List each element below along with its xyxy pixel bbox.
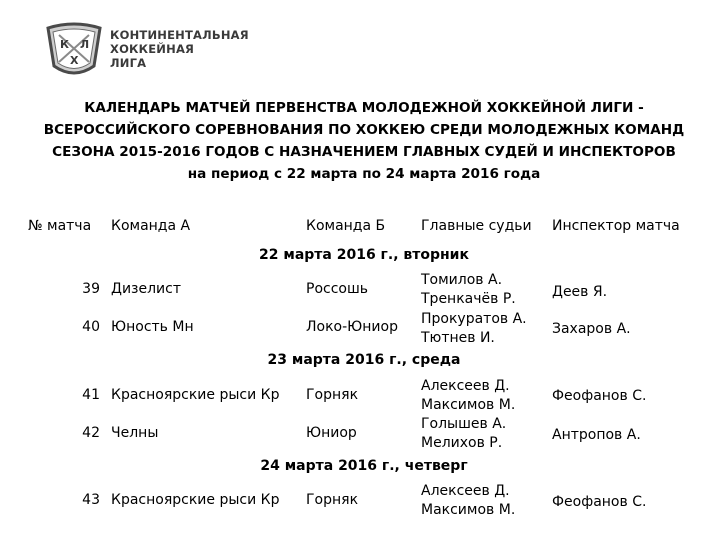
- inspector: Деев Я.: [552, 284, 608, 300]
- day-heading: 23 марта 2016 г., среда: [267, 352, 461, 368]
- day-heading: 22 марта 2016 г., вторник: [259, 247, 469, 263]
- document-title: [0, 97, 728, 185]
- inspector: Антропов А.: [552, 427, 641, 443]
- team-b: Юниор: [306, 425, 357, 441]
- match-number: 43: [82, 492, 100, 508]
- title-line-2: ВСЕРОССИЙСКОГО СОРЕВНОВАНИЯ ПО ХОККЕЮ СРЕДИ МОЛОДЕЖНЫХ КОМАНД: [43, 122, 685, 138]
- referee-2: Мелихов Р.: [421, 435, 503, 451]
- team-b: Горняк: [306, 387, 359, 403]
- logo-line-3: ЛИГА: [110, 56, 147, 70]
- referee-2: Максимов М.: [421, 397, 516, 413]
- team-a: Красноярские рыси Кр: [111, 387, 280, 403]
- team-a: Дизелист: [111, 281, 181, 297]
- title-period: на период с 22 марта по 24 марта 2016 года: [187, 166, 541, 182]
- title-line-3: СЕЗОНА 2015-2016 ГОДОВ С НАЗНАЧЕНИЕМ ГЛАВНЫХ СУДЕЙ И ИНСПЕКТОРОВ: [52, 144, 676, 160]
- match-number: 42: [82, 425, 100, 441]
- team-a: Челны: [111, 425, 159, 441]
- header-team-a: Команда А: [111, 218, 191, 234]
- referee-2: Тренкачёв Р.: [421, 291, 516, 307]
- emblem-letter-h: Х: [70, 54, 79, 67]
- logo-wordmark: [110, 28, 249, 70]
- header-team-b: Команда Б: [306, 218, 386, 234]
- inspector: Захаров А.: [552, 321, 631, 337]
- header-inspector: Инспектор матча: [552, 218, 680, 234]
- match-number: 39: [82, 281, 100, 297]
- khl-logo-icon: [44, 22, 104, 78]
- referee-1: Алексеев Д.: [421, 483, 510, 499]
- inspector: Феофанов С.: [552, 388, 647, 404]
- referee-1: Алексеев Д.: [421, 378, 510, 394]
- logo-line-1: КОНТИНЕНТАЛЬНАЯ: [110, 28, 249, 42]
- referee-1: Томилов А.: [421, 272, 503, 288]
- match-number: 40: [82, 319, 100, 335]
- team-b: Горняк: [306, 492, 359, 508]
- day-heading: 24 марта 2016 г., четверг: [260, 458, 468, 474]
- emblem-letter-k: К: [60, 38, 69, 51]
- emblem-letter-l: Л: [80, 38, 90, 51]
- header-match-number: № матча: [28, 218, 92, 234]
- referee-1: Голышев А.: [421, 416, 507, 432]
- title-line-1: КАЛЕНДАРЬ МАТЧЕЙ ПЕРВЕНСТВА МОЛОДЕЖНОЙ ХОККЕЙНОЙ ЛИГИ -: [84, 100, 644, 116]
- referee-2: Максимов М.: [421, 502, 516, 518]
- referee-1: Прокуратов А.: [421, 311, 527, 327]
- team-a: Красноярские рыси Кр: [111, 492, 280, 508]
- team-b: Россошь: [306, 281, 369, 297]
- team-a: Юность Мн: [111, 319, 194, 335]
- match-number: 41: [82, 387, 100, 403]
- header-referees: Главные судьи: [421, 218, 532, 234]
- team-b: Локо-Юниор: [306, 319, 398, 335]
- referee-2: Тютнев И.: [421, 330, 495, 346]
- inspector: Феофанов С.: [552, 494, 647, 510]
- logo-line-2: ХОККЕЙНАЯ: [110, 42, 195, 56]
